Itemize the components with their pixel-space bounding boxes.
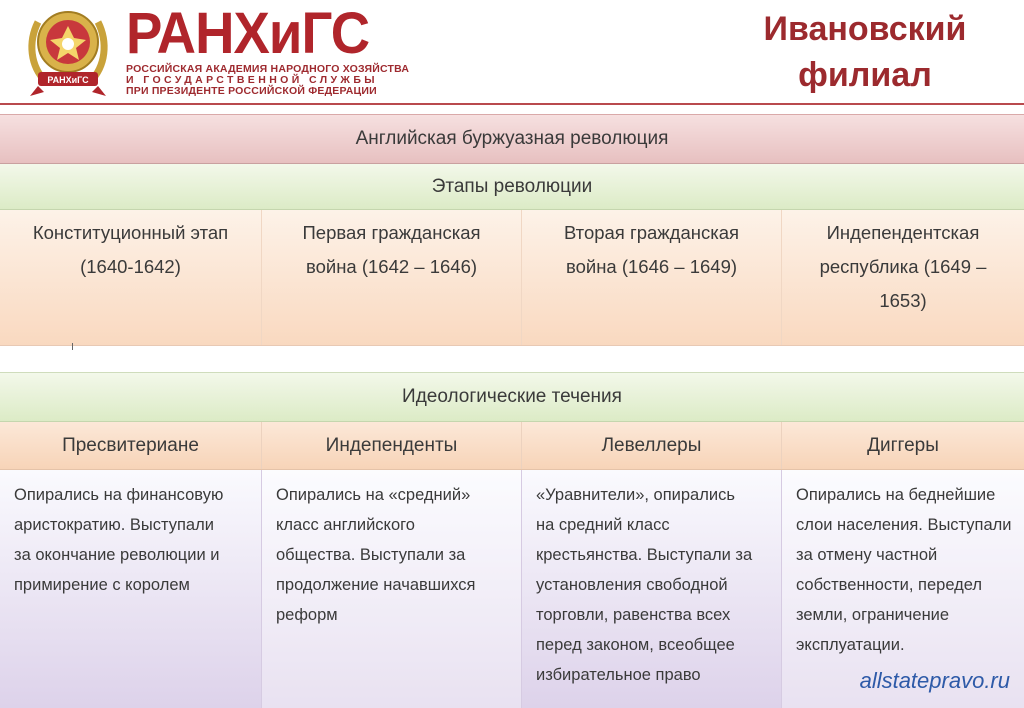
- stage-text: Конституционный этап: [32, 222, 229, 243]
- watermark-text: allstatepravo.ru: [859, 668, 1010, 693]
- description-line: общества. Выступали за: [276, 546, 466, 564]
- ideology-group-name: Индепенденты: [262, 422, 522, 469]
- stage-text: Индепендентская: [826, 222, 980, 243]
- stage-text: Вторая гражданская: [563, 222, 740, 243]
- description-line: «Уравнители», опирались: [536, 486, 735, 504]
- description-line: избирательное право: [536, 666, 701, 684]
- divider-tick: [72, 343, 73, 350]
- ideology-title-row: [0, 372, 1024, 422]
- logo-sub-line-2: И ГОСУДАРСТВЕННОЙ СЛУЖБЫ: [126, 74, 378, 86]
- description-line: на средний класс: [536, 516, 670, 534]
- ideology-description: [262, 470, 522, 708]
- stage-cell: [262, 210, 522, 345]
- description-line: Опирались на «средний»: [276, 486, 471, 504]
- logo-title: РАНХиГС: [126, 1, 370, 66]
- stage-cell: [0, 210, 262, 345]
- branch-line-2: филиал: [798, 56, 932, 94]
- stages-header-row: [0, 164, 1024, 210]
- description-line: торговли, равенства всех: [536, 606, 731, 624]
- description-line: слои населения. Выступали: [796, 516, 1012, 534]
- ideology-description: [0, 470, 262, 708]
- header-divider: [0, 103, 1024, 105]
- stage-cell: [782, 210, 1024, 345]
- revolution-table: [0, 114, 1024, 346]
- stage-cell: [522, 210, 782, 345]
- ideology-group-name: Пресвитериане: [0, 422, 262, 469]
- description-line: Опирались на финансовую: [14, 486, 224, 504]
- stage-text: 1653): [879, 290, 927, 311]
- description-line: за окончание революции и: [14, 546, 220, 564]
- description-line: перед законом, всеобщее: [536, 636, 735, 654]
- page-header: [0, 0, 1024, 108]
- ideology-group-name: Диггеры: [867, 434, 939, 456]
- emblem-ribbon-label: РАНХиГС: [47, 75, 89, 85]
- description-line: примирение с королем: [14, 576, 190, 594]
- description-line: крестьянства. Выступали за: [536, 546, 753, 564]
- stage-text: (1640-1642): [80, 256, 181, 277]
- revolution-title-row: [0, 114, 1024, 164]
- logo-sub-line-3: ПРИ ПРЕЗИДЕНТЕ РОССИЙСКОЙ ФЕДЕРАЦИИ: [126, 85, 377, 97]
- stages-header: Этапы революции: [431, 175, 593, 197]
- description-line: установления свободной: [536, 576, 728, 594]
- branch-line-1: Ивановский: [763, 10, 967, 48]
- ideology-title: Идеологические течения: [402, 386, 622, 407]
- stage-text: республика (1649 –: [819, 256, 987, 277]
- ranepa-logo: [126, 1, 410, 97]
- description-line: аристократию. Выступали: [14, 516, 214, 534]
- branch-title: [750, 6, 980, 98]
- stage-text: война (1642 – 1646): [305, 256, 478, 277]
- description-line: за отмену частной: [796, 546, 938, 564]
- ideology-head-row: [0, 422, 1024, 470]
- description-line: класс английского: [276, 516, 415, 534]
- description-line: продолжение начавшихся: [276, 576, 476, 594]
- description-line: собственности, передел: [796, 576, 983, 594]
- stage-text: Первая гражданская: [302, 222, 481, 243]
- logo-sub-line-1: РОССИЙСКАЯ АКАДЕМИЯ НАРОДНОГО ХОЗЯЙСТВА: [126, 63, 410, 75]
- stages-row: [0, 210, 1024, 346]
- ideology-group-name: Левеллеры: [522, 422, 782, 469]
- description-line: Опирались на беднейшие: [796, 486, 996, 504]
- stage-text: война (1646 – 1649): [565, 256, 738, 277]
- ideology-table: [0, 372, 1024, 708]
- ranepa-emblem-icon: [24, 2, 112, 98]
- description-line: реформ: [276, 606, 338, 624]
- revolution-title: Английская буржуазная революция: [355, 128, 669, 149]
- ideology-description: [522, 470, 782, 708]
- description-line: эксплуатации.: [796, 636, 905, 654]
- description-line: земли, ограничение: [796, 606, 950, 624]
